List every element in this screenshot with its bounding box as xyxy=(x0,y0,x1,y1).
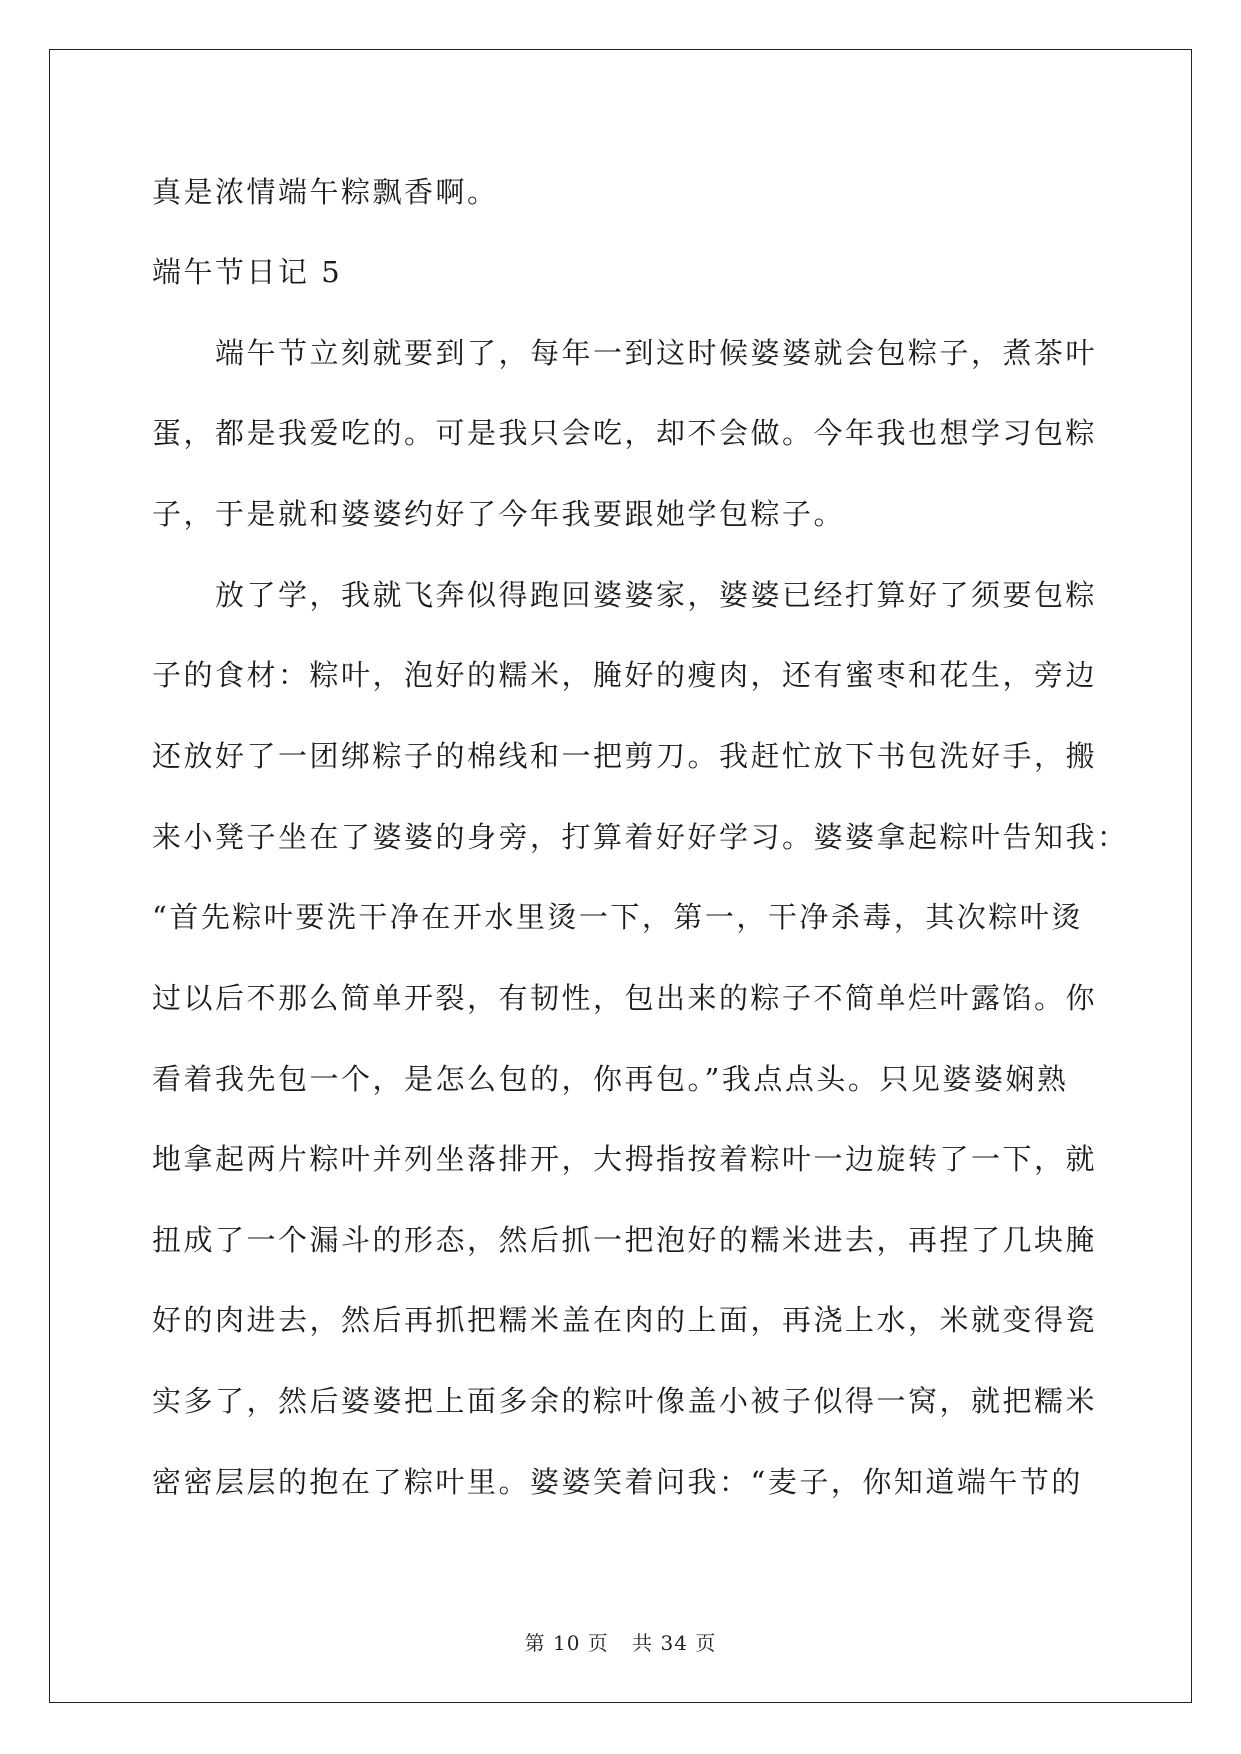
text-line: 还放好了一团绑粽子的棉线和一把剪刀。我赶忙放下书包洗好手，搬 xyxy=(152,739,1098,773)
text-line: 扭成了一个漏斗的形态，然后抓一把泡好的糯米进去，再捏了几块腌 xyxy=(152,1223,1098,1257)
text-line: 蛋，都是我爱吃的。可是我只会吃，却不会做。今年我也想学习包粽 xyxy=(152,416,1098,450)
text-line: 子的食材：粽叶，泡好的糯米，腌好的瘦肉，还有蜜枣和花生，旁边 xyxy=(152,658,1098,692)
text-line: 过以后不那么简单开裂，有韧性，包出来的粽子不简单烂叶露馅。你 xyxy=(152,981,1098,1015)
page-border xyxy=(49,49,1192,1703)
text-line: 端午节立刻就要到了，每年一到这时候婆婆就会包粽子，煮茶叶 xyxy=(152,336,1098,370)
text-line: “首先粽叶要洗干净在开水里烫一下，第一，干净杀毒，其次粽叶烫 xyxy=(152,900,1083,934)
text-line: 子，于是就和婆婆约好了今年我要跟她学包粽子。 xyxy=(152,497,846,531)
text-line: 看着我先包一个，是怎么包的，你再包。”我点点头。只见婆婆娴熟 xyxy=(152,1062,1069,1096)
page-footer xyxy=(0,1630,1241,1656)
text-line: 放了学，我就飞奔似得跑回婆婆家，婆婆已经打算好了须要包粽 xyxy=(152,578,1098,612)
text-line: 真是浓情端午粽飘香啊。 xyxy=(152,175,499,209)
section-heading: 端午节日记 5 xyxy=(152,255,343,289)
text-line: 实多了，然后婆婆把上面多余的粽叶像盖小被子似得一窝，就把糯米 xyxy=(152,1384,1098,1418)
page-number-current: 第 10 页 xyxy=(524,1631,609,1655)
text-line: 好的肉进去，然后再抓把糯米盖在肉的上面，再浇上水，米就变得瓷 xyxy=(152,1303,1098,1337)
text-line: 地拿起两片粽叶并列坐落排开，大拇指按着粽叶一边旋转了一下，就 xyxy=(152,1142,1098,1176)
text-line: 来小凳子坐在了婆婆的身旁，打算着好好学习。婆婆拿起粽叶告知我： xyxy=(152,820,1129,854)
page-number-total: 共 34 页 xyxy=(632,1631,717,1655)
text-line: 密密层层的抱在了粽叶里。婆婆笑着问我：“麦子，你知道端午节的 xyxy=(152,1465,1083,1499)
